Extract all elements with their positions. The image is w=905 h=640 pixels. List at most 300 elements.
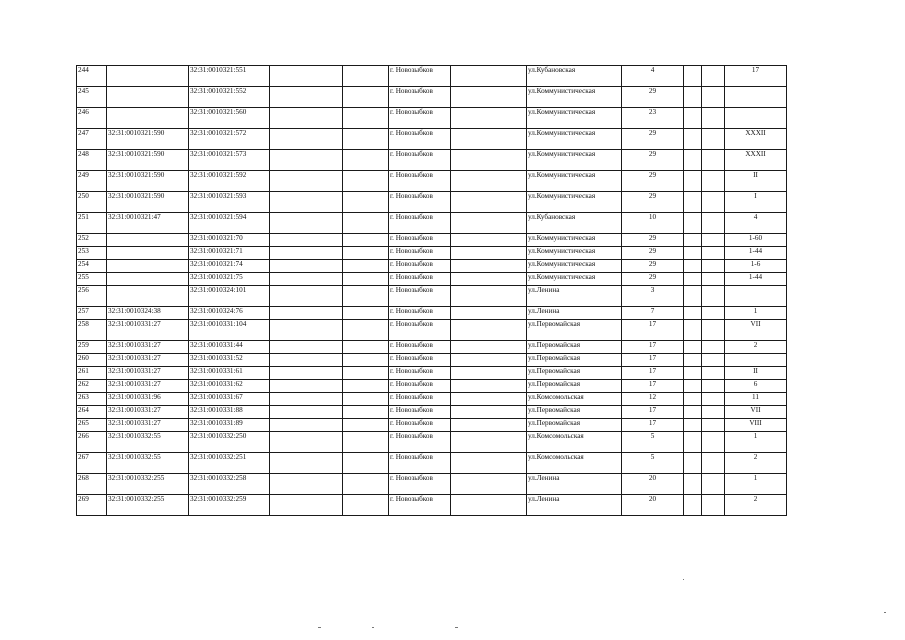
empty-cell xyxy=(343,87,389,108)
street-cell: ул.Коммунистическая xyxy=(527,87,622,108)
empty-cell xyxy=(684,87,702,108)
street-cell: ул.Комсомольская xyxy=(527,432,622,453)
house-number-cell: 4 xyxy=(622,66,684,87)
empty-cell xyxy=(684,108,702,129)
empty-cell xyxy=(343,150,389,171)
empty-cell xyxy=(702,453,725,474)
row-number-cell: 267 xyxy=(77,453,107,474)
empty-cell xyxy=(270,406,343,419)
table-row xyxy=(77,320,787,341)
row-number-cell: 254 xyxy=(77,260,107,273)
house-number-cell: 12 xyxy=(622,393,684,406)
street-cell: ул.Коммунистическая xyxy=(527,260,622,273)
empty-cell xyxy=(702,393,725,406)
cadastral-number-cell: 32:31:0010331:52 xyxy=(189,354,270,367)
table-row xyxy=(77,192,787,213)
city-cell: г. Новозыбков xyxy=(389,213,451,234)
cadastral-number-cell: 32:31:0010332:251 xyxy=(189,453,270,474)
street-cell: ул.Первомайская xyxy=(527,380,622,393)
street-cell: ул.Коммунистическая xyxy=(527,129,622,150)
cadastral-number-cell: 32:31:0010321:593 xyxy=(189,192,270,213)
empty-cell xyxy=(343,108,389,129)
property-register-table xyxy=(76,65,787,516)
empty-cell xyxy=(343,393,389,406)
unit-number-cell: 1-6 xyxy=(725,260,787,273)
table-row xyxy=(77,393,787,406)
empty-cell xyxy=(451,393,527,406)
empty-cell xyxy=(702,341,725,354)
house-number-cell: 29 xyxy=(622,87,684,108)
table-row xyxy=(77,406,787,419)
row-number-cell: 258 xyxy=(77,320,107,341)
empty-cell xyxy=(684,320,702,341)
row-number-cell: 244 xyxy=(77,66,107,87)
empty-cell xyxy=(451,273,527,286)
empty-cell xyxy=(684,192,702,213)
row-number-cell: 262 xyxy=(77,380,107,393)
row-number-cell: 246 xyxy=(77,108,107,129)
row-number-cell: 253 xyxy=(77,247,107,260)
cadastral-number-cell: 32:31:0010332:259 xyxy=(189,495,270,516)
parent-cadastral-cell xyxy=(107,66,189,87)
table-row xyxy=(77,150,787,171)
empty-cell xyxy=(343,234,389,247)
empty-cell xyxy=(684,234,702,247)
table-row xyxy=(77,129,787,150)
empty-cell xyxy=(451,354,527,367)
city-cell: г. Новозыбков xyxy=(389,320,451,341)
scan-speck xyxy=(884,612,886,613)
table-row xyxy=(77,171,787,192)
city-cell: г. Новозыбков xyxy=(389,419,451,432)
cadastral-number-cell: 32:31:0010321:594 xyxy=(189,213,270,234)
empty-cell xyxy=(702,213,725,234)
parent-cadastral-cell xyxy=(107,108,189,129)
empty-cell xyxy=(451,474,527,495)
empty-cell xyxy=(343,273,389,286)
empty-cell xyxy=(270,150,343,171)
unit-number-cell: VIII xyxy=(725,419,787,432)
empty-cell xyxy=(702,150,725,171)
empty-cell xyxy=(684,307,702,320)
unit-number-cell: 1 xyxy=(725,474,787,495)
empty-cell xyxy=(343,419,389,432)
cadastral-number-cell: 32:31:0010331:67 xyxy=(189,393,270,406)
table-row xyxy=(77,213,787,234)
unit-number-cell: 1-44 xyxy=(725,247,787,260)
street-cell: ул.Ленина xyxy=(527,474,622,495)
table-body xyxy=(77,66,787,516)
row-number-cell: 250 xyxy=(77,192,107,213)
street-cell: ул.Коммунистическая xyxy=(527,171,622,192)
parent-cadastral-cell: 32:31:0010331:27 xyxy=(107,367,189,380)
cadastral-number-cell: 32:31:0010332:250 xyxy=(189,432,270,453)
empty-cell xyxy=(343,66,389,87)
empty-cell xyxy=(270,474,343,495)
empty-cell xyxy=(451,192,527,213)
table-row xyxy=(77,380,787,393)
empty-cell xyxy=(270,354,343,367)
row-number-cell: 255 xyxy=(77,273,107,286)
empty-cell xyxy=(684,367,702,380)
empty-cell xyxy=(451,453,527,474)
cadastral-number-cell: 32:31:0010321:592 xyxy=(189,171,270,192)
unit-number-cell: 17 xyxy=(725,66,787,87)
city-cell: г. Новозыбков xyxy=(389,260,451,273)
city-cell: г. Новозыбков xyxy=(389,453,451,474)
empty-cell xyxy=(684,66,702,87)
cadastral-number-cell: 32:31:0010332:258 xyxy=(189,474,270,495)
empty-cell xyxy=(270,320,343,341)
city-cell: г. Новозыбков xyxy=(389,108,451,129)
empty-cell xyxy=(343,495,389,516)
empty-cell xyxy=(343,247,389,260)
unit-number-cell xyxy=(725,354,787,367)
parent-cadastral-cell: 32:31:0010332:255 xyxy=(107,474,189,495)
empty-cell xyxy=(270,87,343,108)
empty-cell xyxy=(684,260,702,273)
city-cell: г. Новозыбков xyxy=(389,286,451,307)
house-number-cell: 29 xyxy=(622,150,684,171)
empty-cell xyxy=(451,234,527,247)
city-cell: г. Новозыбков xyxy=(389,171,451,192)
parent-cadastral-cell: 32:31:0010324:38 xyxy=(107,307,189,320)
row-number-cell: 248 xyxy=(77,150,107,171)
cadastral-number-cell: 32:31:0010321:71 xyxy=(189,247,270,260)
table-row xyxy=(77,286,787,307)
table-row xyxy=(77,307,787,320)
city-cell: г. Новозыбков xyxy=(389,247,451,260)
row-number-cell: 259 xyxy=(77,341,107,354)
parent-cadastral-cell xyxy=(107,273,189,286)
empty-cell xyxy=(270,341,343,354)
row-number-cell: 269 xyxy=(77,495,107,516)
house-number-cell: 23 xyxy=(622,108,684,129)
cadastral-number-cell: 32:31:0010331:62 xyxy=(189,380,270,393)
cadastral-number-cell: 32:31:0010324:101 xyxy=(189,286,270,307)
empty-cell xyxy=(451,341,527,354)
empty-cell xyxy=(451,320,527,341)
row-number-cell: 252 xyxy=(77,234,107,247)
parent-cadastral-cell: 32:31:0010321:590 xyxy=(107,150,189,171)
parent-cadastral-cell: 32:31:0010321:590 xyxy=(107,129,189,150)
house-number-cell: 17 xyxy=(622,354,684,367)
empty-cell xyxy=(702,108,725,129)
empty-cell xyxy=(270,495,343,516)
cadastral-number-cell: 32:31:0010321:573 xyxy=(189,150,270,171)
empty-cell xyxy=(343,171,389,192)
empty-cell xyxy=(343,260,389,273)
cadastral-number-cell: 32:31:0010331:104 xyxy=(189,320,270,341)
city-cell: г. Новозыбков xyxy=(389,495,451,516)
empty-cell xyxy=(270,380,343,393)
table-row xyxy=(77,234,787,247)
empty-cell xyxy=(343,453,389,474)
empty-cell xyxy=(684,406,702,419)
city-cell: г. Новозыбков xyxy=(389,66,451,87)
city-cell: г. Новозыбков xyxy=(389,474,451,495)
house-number-cell: 17 xyxy=(622,406,684,419)
street-cell: ул.Комсомольская xyxy=(527,453,622,474)
empty-cell xyxy=(451,213,527,234)
empty-cell xyxy=(451,247,527,260)
scan-speck xyxy=(372,627,374,628)
empty-cell xyxy=(702,495,725,516)
unit-number-cell: XXXII xyxy=(725,129,787,150)
city-cell: г. Новозыбков xyxy=(389,273,451,286)
house-number-cell: 17 xyxy=(622,367,684,380)
row-number-cell: 263 xyxy=(77,393,107,406)
house-number-cell: 29 xyxy=(622,247,684,260)
city-cell: г. Новозыбков xyxy=(389,380,451,393)
empty-cell xyxy=(270,192,343,213)
empty-cell xyxy=(684,453,702,474)
empty-cell xyxy=(343,367,389,380)
unit-number-cell: 2 xyxy=(725,453,787,474)
empty-cell xyxy=(343,406,389,419)
street-cell: ул.Коммунистическая xyxy=(527,108,622,129)
row-number-cell: 260 xyxy=(77,354,107,367)
empty-cell xyxy=(702,354,725,367)
empty-cell xyxy=(343,341,389,354)
unit-number-cell: 1-44 xyxy=(725,273,787,286)
house-number-cell: 20 xyxy=(622,495,684,516)
table-row xyxy=(77,87,787,108)
row-number-cell: 257 xyxy=(77,307,107,320)
empty-cell xyxy=(343,320,389,341)
empty-cell xyxy=(270,108,343,129)
table-row xyxy=(77,474,787,495)
empty-cell xyxy=(702,432,725,453)
empty-cell xyxy=(702,474,725,495)
house-number-cell: 29 xyxy=(622,171,684,192)
empty-cell xyxy=(270,213,343,234)
unit-number-cell: VII xyxy=(725,320,787,341)
empty-cell xyxy=(270,260,343,273)
table-row xyxy=(77,453,787,474)
empty-cell xyxy=(451,495,527,516)
empty-cell xyxy=(702,192,725,213)
street-cell: ул.Первомайская xyxy=(527,341,622,354)
unit-number-cell: II xyxy=(725,171,787,192)
house-number-cell: 5 xyxy=(622,453,684,474)
street-cell: ул.Первомайская xyxy=(527,354,622,367)
house-number-cell: 10 xyxy=(622,213,684,234)
empty-cell xyxy=(684,393,702,406)
row-number-cell: 265 xyxy=(77,419,107,432)
empty-cell xyxy=(270,129,343,150)
unit-number-cell: 1 xyxy=(725,307,787,320)
street-cell: ул.Первомайская xyxy=(527,367,622,380)
empty-cell xyxy=(270,419,343,432)
street-cell: ул.Коммунистическая xyxy=(527,150,622,171)
empty-cell xyxy=(702,307,725,320)
empty-cell xyxy=(684,495,702,516)
unit-number-cell: 2 xyxy=(725,495,787,516)
parent-cadastral-cell: 32:31:0010331:96 xyxy=(107,393,189,406)
parent-cadastral-cell: 32:31:0010332:55 xyxy=(107,453,189,474)
city-cell: г. Новозыбков xyxy=(389,341,451,354)
empty-cell xyxy=(343,380,389,393)
unit-number-cell: 2 xyxy=(725,341,787,354)
city-cell: г. Новозыбков xyxy=(389,150,451,171)
street-cell: ул.Первомайская xyxy=(527,320,622,341)
city-cell: г. Новозыбков xyxy=(389,192,451,213)
cadastral-number-cell: 32:31:0010321:551 xyxy=(189,66,270,87)
empty-cell xyxy=(451,432,527,453)
cadastral-number-cell: 32:31:0010331:44 xyxy=(189,341,270,354)
parent-cadastral-cell xyxy=(107,286,189,307)
empty-cell xyxy=(702,171,725,192)
parent-cadastral-cell: 32:31:0010331:27 xyxy=(107,320,189,341)
empty-cell xyxy=(702,320,725,341)
parent-cadastral-cell xyxy=(107,234,189,247)
empty-cell xyxy=(702,260,725,273)
cadastral-number-cell: 32:31:0010321:74 xyxy=(189,260,270,273)
empty-cell xyxy=(270,66,343,87)
parent-cadastral-cell xyxy=(107,247,189,260)
unit-number-cell: 6 xyxy=(725,380,787,393)
city-cell: г. Новозыбков xyxy=(389,307,451,320)
empty-cell xyxy=(270,247,343,260)
house-number-cell: 17 xyxy=(622,320,684,341)
house-number-cell: 29 xyxy=(622,129,684,150)
house-number-cell: 3 xyxy=(622,286,684,307)
table-row xyxy=(77,495,787,516)
empty-cell xyxy=(451,380,527,393)
empty-cell xyxy=(684,213,702,234)
house-number-cell: 29 xyxy=(622,234,684,247)
table-row xyxy=(77,273,787,286)
city-cell: г. Новозыбков xyxy=(389,234,451,247)
house-number-cell: 29 xyxy=(622,273,684,286)
empty-cell xyxy=(451,307,527,320)
table-row xyxy=(77,432,787,453)
empty-cell xyxy=(684,150,702,171)
cadastral-number-cell: 32:31:0010324:76 xyxy=(189,307,270,320)
street-cell: ул.Коммунистическая xyxy=(527,234,622,247)
parent-cadastral-cell xyxy=(107,87,189,108)
cadastral-number-cell: 32:31:0010321:552 xyxy=(189,87,270,108)
row-number-cell: 251 xyxy=(77,213,107,234)
parent-cadastral-cell: 32:31:0010331:27 xyxy=(107,354,189,367)
parent-cadastral-cell: 32:31:0010331:27 xyxy=(107,419,189,432)
street-cell: ул.Коммунистическая xyxy=(527,192,622,213)
street-cell: ул.Кубановская xyxy=(527,213,622,234)
table-row xyxy=(77,260,787,273)
empty-cell xyxy=(684,419,702,432)
house-number-cell: 29 xyxy=(622,192,684,213)
street-cell: ул.Коммунистическая xyxy=(527,247,622,260)
table-row xyxy=(77,354,787,367)
empty-cell xyxy=(343,286,389,307)
street-cell: ул.Ленина xyxy=(527,286,622,307)
scan-speck xyxy=(318,627,321,628)
unit-number-cell: I xyxy=(725,192,787,213)
empty-cell xyxy=(270,273,343,286)
empty-cell xyxy=(702,234,725,247)
empty-cell xyxy=(270,234,343,247)
empty-cell xyxy=(343,432,389,453)
unit-number-cell: 1 xyxy=(725,432,787,453)
unit-number-cell: VII xyxy=(725,406,787,419)
cadastral-number-cell: 32:31:0010331:61 xyxy=(189,367,270,380)
empty-cell xyxy=(451,66,527,87)
house-number-cell: 7 xyxy=(622,307,684,320)
empty-cell xyxy=(684,286,702,307)
unit-number-cell: 11 xyxy=(725,393,787,406)
cadastral-number-cell: 32:31:0010321:75 xyxy=(189,273,270,286)
row-number-cell: 256 xyxy=(77,286,107,307)
cadastral-number-cell: 32:31:0010321:572 xyxy=(189,129,270,150)
empty-cell xyxy=(451,406,527,419)
empty-cell xyxy=(270,171,343,192)
empty-cell xyxy=(684,171,702,192)
empty-cell xyxy=(684,380,702,393)
empty-cell xyxy=(684,432,702,453)
empty-cell xyxy=(451,260,527,273)
cadastral-number-cell: 32:31:0010321:70 xyxy=(189,234,270,247)
row-number-cell: 247 xyxy=(77,129,107,150)
empty-cell xyxy=(684,247,702,260)
empty-cell xyxy=(702,380,725,393)
house-number-cell: 5 xyxy=(622,432,684,453)
empty-cell xyxy=(702,367,725,380)
row-number-cell: 266 xyxy=(77,432,107,453)
house-number-cell: 17 xyxy=(622,341,684,354)
unit-number-cell: 4 xyxy=(725,213,787,234)
empty-cell xyxy=(343,213,389,234)
table-row xyxy=(77,66,787,87)
empty-cell xyxy=(684,341,702,354)
city-cell: г. Новозыбков xyxy=(389,432,451,453)
empty-cell xyxy=(270,432,343,453)
street-cell: ул.Первомайская xyxy=(527,406,622,419)
empty-cell xyxy=(270,367,343,380)
empty-cell xyxy=(702,66,725,87)
parent-cadastral-cell xyxy=(107,260,189,273)
row-number-cell: 245 xyxy=(77,87,107,108)
empty-cell xyxy=(270,286,343,307)
row-number-cell: 261 xyxy=(77,367,107,380)
empty-cell xyxy=(684,354,702,367)
street-cell: ул.Коммунистическая xyxy=(527,273,622,286)
city-cell: г. Новозыбков xyxy=(389,129,451,150)
unit-number-cell xyxy=(725,286,787,307)
empty-cell xyxy=(343,474,389,495)
house-number-cell: 29 xyxy=(622,260,684,273)
city-cell: г. Новозыбков xyxy=(389,354,451,367)
cadastral-number-cell: 32:31:0010321:560 xyxy=(189,108,270,129)
empty-cell xyxy=(451,87,527,108)
empty-cell xyxy=(451,108,527,129)
city-cell: г. Новозыбков xyxy=(389,367,451,380)
parent-cadastral-cell: 32:31:0010332:55 xyxy=(107,432,189,453)
empty-cell xyxy=(684,474,702,495)
parent-cadastral-cell: 32:31:0010321:590 xyxy=(107,171,189,192)
house-number-cell: 20 xyxy=(622,474,684,495)
street-cell: ул.Первомайская xyxy=(527,419,622,432)
unit-number-cell: 1-60 xyxy=(725,234,787,247)
empty-cell xyxy=(451,419,527,432)
row-number-cell: 249 xyxy=(77,171,107,192)
table-row xyxy=(77,367,787,380)
parent-cadastral-cell: 32:31:0010331:27 xyxy=(107,341,189,354)
parent-cadastral-cell: 32:31:0010321:47 xyxy=(107,213,189,234)
cadastral-number-cell: 32:31:0010331:89 xyxy=(189,419,270,432)
street-cell: ул.Комсомольская xyxy=(527,393,622,406)
table-row xyxy=(77,419,787,432)
